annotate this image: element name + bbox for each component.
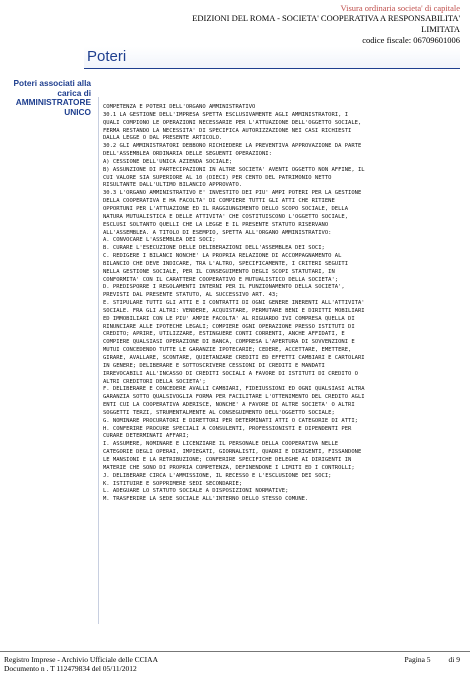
text-line: COMPETENZA E POTERI DELL'ORGANO AMMINISTRATIVO <box>103 104 256 110</box>
footer-info <box>4 655 158 673</box>
text-line: PREVISTI DAL PRESENTE STATUTO, AL SUCCESSIVO ART. 43; <box>103 292 279 299</box>
text-line: 30.3 L'ORGANO AMMINISTRATIVO E' INVESTITO DEI PIU' AMPI POTERI PER LA GESTIONE <box>103 190 362 197</box>
text-line: ENTI CUI LA COOPERATIVA ADERISCE, NONCHE' A FAVORE DI ALTRE SOCIETA' O ALTRI <box>103 402 355 409</box>
text-line: CATEGORIE DEGLI OPERAI, IMPIEGATI, GIORNALISTI, QUADRI E DIRIGENTI, FISSANDONE <box>103 449 362 456</box>
left-section-bar <box>0 79 93 117</box>
powers-panel <box>98 97 460 624</box>
text-line: FERMA RESTANDO LA NECESSITA' DI SPECIFICA AUTORIZZAZIONE NEI CASI RICHIESTI <box>103 127 352 134</box>
section-label-poteri-amministratore: Poteri associati alla carica di AMMINISTRATORE UNICO <box>13 78 91 117</box>
text-line: RISULTANTE DALL'ULTIMO BILANCIO APPROVATO. <box>103 182 243 189</box>
tab-title-poteri: Poteri <box>87 48 127 65</box>
text-line: DELL'ASSEMBLEA ORDINARIA DELLE SEGUENTI OPERAZIONI: <box>103 151 272 158</box>
text-line: GIRARE, AVALLARE, SCONTARE, QUIETANZARE CREDITI ED EFFETTI CAMBIARI E CARTOLARI <box>103 355 365 361</box>
text-line: QUALI COMPIONO LE OPERAZIONI NECESSARIE PER L'ATTUAZIONE DELL'OGGETTO SOCIALE, <box>103 119 362 126</box>
powers-text <box>103 104 460 504</box>
text-line: E. STIPULARE TUTTI GLI ATTI E I CONTRATTI DI OGNI GENERE INERENTI ALL'ATTIVITA' <box>103 300 365 307</box>
text-line: DALLA LEGGE O DAL PRESENTE ARTICOLO. <box>103 135 223 142</box>
text-line: ED IMMOBILIARI CON LE PIU' AMPIE FACOLTA' AL RIGUARDO IVI COMPRESA QUELLA DI <box>103 315 355 322</box>
text-line: IRREVOCABILI ALL'INCASSO DI CREDITI SOCIALI A FAVORE DI ISTITUTI DI CREDITO O <box>103 370 358 377</box>
text-line: B) ASSUNZIONE DI PARTECIPAZIONI IN ALTRE SOCIETA' AVENTI OGGETTO NON AFFINE, IL <box>103 166 365 173</box>
text-line: K. ISTITUIRE E SOPPRIMERE SEDI SECONDARIE; <box>103 480 243 487</box>
page-indicator <box>386 655 460 664</box>
text-line: 30.1 LA GESTIONE DELL'IMPRESA SPETTA ESCLUSIVAMENTE AGLI AMMINISTRATORI, I <box>103 111 349 118</box>
text-line: MATERIE CHE SONO DI PROPRIA COMPETENZA, DEFINENDONE I LIMITI ED I CONTROLLI; <box>103 464 355 471</box>
text-line: GARANZIA SOTTO QUALSIVOGLIA FORMA PER FACILITARE L'OTTENIMENTO DEL CREDITO AGLI <box>103 394 365 401</box>
text-line: DELLA COOPERATIVA E HA FACOLTA' DI COMPIERE TUTTI GLI ATTI CHE RITIENE <box>103 198 335 205</box>
footer-document-number: Documento n . T 112479834 del 05/11/2012 <box>4 664 137 673</box>
text-line: B. CURARE L'ESECUZIONE DELLE DELIBERAZIONI DELL'ASSEMBLEA DEI SOCI; <box>103 245 325 252</box>
section-tab-bar <box>84 47 460 69</box>
text-line: COMPIERE QUALSIASI OPERAZIONE DI BANCA, COMPRESA L'APERTURA DI SOVVENZIONI E <box>103 339 355 346</box>
text-line: MUTUI CONCEDENDO TUTTE LE GARANZIE IPOTECARIE; CEDERE, ACCETTARE, EMETTERE, <box>103 347 352 354</box>
text-line: LE MANSIONI E LA RETRIBUZIONE; CONFERIRE SPECIFICHE DELEGHE AI DIRIGENTI IN <box>103 456 352 463</box>
text-line: D. PREDISPORRE I REGOLAMENTI INTERNI PER IL FUNZIONAMENTO DELLA SOCIETA', <box>103 284 345 291</box>
text-line: J. DELIBERARE CIRCA L'AMMISSIONE, IL RECESSO E L'ESCLUSIONE DEI SOCI; <box>103 472 332 479</box>
footer-registry: Registro Imprese - Archivio Ufficiale delle CCIAA <box>4 655 158 664</box>
text-line: H. CONFERIRE PROCURE SPECIALI A CONSULENTI, PROFESSIONISTI E DIPENDENTI PER <box>103 425 352 432</box>
text-line: SOGGETTI TERZI, STRUMENTALMENTE AL CONSEGUIMENTO DELL'OGGETTO SOCIALE; <box>103 409 335 416</box>
text-line: I. ASSUMERE, NOMINARE E LICENZIARE IL PERSONALE DELLA COOPERATIVA NELLE <box>103 441 339 448</box>
text-line: CREDITO; APRIRE, UTILIZZARE, ESTINGUERE CONTI CORRENTI, ANCHE AFFIDATI, E <box>103 331 345 338</box>
text-line: IN GENERE; DELIBERARE E SOTTOSCRIVERE CESSIONI DI CREDITI E MANDATI <box>103 362 325 369</box>
text-line: CUI VALORE SIA SUPERIORE AL 10 (DIECI) PER CENTO DEL PATRIMONIO NETTO <box>103 174 332 181</box>
text-line: SOCIALE. FRA GLI ALTRI: VENDERE, ACQUISTARE, PERMUTARE BENI E DIRITTI MOBILIARI <box>103 307 365 314</box>
text-line: L. ADEGUARE LO STATUTO SOCIALE A DISPOSIZIONI NORMATIVE; <box>103 488 289 495</box>
text-line: ESCLUSI SOLTANTO QUELLI CHE LA LEGGE E IL PRESENTE STATUTO RISERVANO <box>103 221 329 228</box>
page-total: di 9 <box>448 655 460 664</box>
text-line: NELLA GESTIONE SOCIALE, PER IL CONSEGUIMENTO DEGLI SCOPI STATUTARI, IN <box>103 268 335 275</box>
document-type: Visura ordinaria societa' di capitale <box>340 3 460 13</box>
text-line: F. DELIBERARE E CONCEDERE AVALLI CAMBIARI, FIDEIUSSIONI ED OGNI QUALSIASI ALTRA <box>103 386 365 393</box>
text-line: C. REDIGERE I BILANCI NONCHE' LA PROPRIA RELAZIONE DI ACCOMPAGNAMENTO AL <box>103 253 342 260</box>
text-line: OPPORTUNI PER L'ATTUAZIONE ED IL RAGGIUNGIMENTO DELLO SCOPO SOCIALE, DELLA <box>103 205 349 212</box>
text-line: CONFORMITA' CON IL CARATTERE COOPERATIVO E MUTUALISTICO DELLA SOCIETA'; <box>103 276 339 283</box>
text-line: ALTRI CREDITORI DELLA SOCIETA'; <box>103 378 206 385</box>
company-name: EDIZIONI DEL ROMA - SOCIETA' COOPERATIVA A RESPONSABILITA' LIMITATA <box>192 13 460 34</box>
text-line: A) CESSIONE DELL'UNICA AZIENDA SOCIALE; <box>103 158 233 165</box>
page-number: Pagina 5 <box>404 655 431 664</box>
text-line: RINUNCIARE ALLE IPOTECHE LEGALI; COMPIERE OGNI OPERAZIONE PRESSO ISTITUTI DI <box>103 323 355 330</box>
fiscal-code: codice fiscale: 06709601006 <box>362 35 460 45</box>
text-line: G. NOMINARE PROCURATORI E DIRETTORI PER DETERMINATI ATTI O CATEGORIE DI ATTI; <box>103 417 358 424</box>
text-line: A. CONVOCARE L'ASSEMBLEA DEI SOCI; <box>103 237 216 244</box>
footer-divider <box>0 651 470 652</box>
text-line: BILANCIO CHE DEVE INDICARE, TRA L'ALTRO, SPECIFICAMENTE, I CRITERI SEGUITI <box>103 260 349 267</box>
text-line: NATURA MUTUALISTICA E DELLE ATTIVITA' CHE COSTITUISCONO L'OGGETTO SOCIALE, <box>103 213 349 220</box>
text-line: M. TRASFERIRE LA SEDE SOCIALE ALL'INTERNO DELLO STESSO COMUNE. <box>103 496 309 503</box>
text-line: ALL'ASSEMBLEA. A TITOLO DI ESEMPIO, SPETTA ALL'ORGANO AMMINISTRATIVO: <box>103 229 332 236</box>
text-line: 30.2 GLI AMMINISTRATORI DEBBONO RICHIEDERE LA PREVENTIVA APPROVAZIONE DA PARTE <box>103 143 362 150</box>
text-line: CURARE DETERMINATI AFFARI; <box>103 433 190 440</box>
